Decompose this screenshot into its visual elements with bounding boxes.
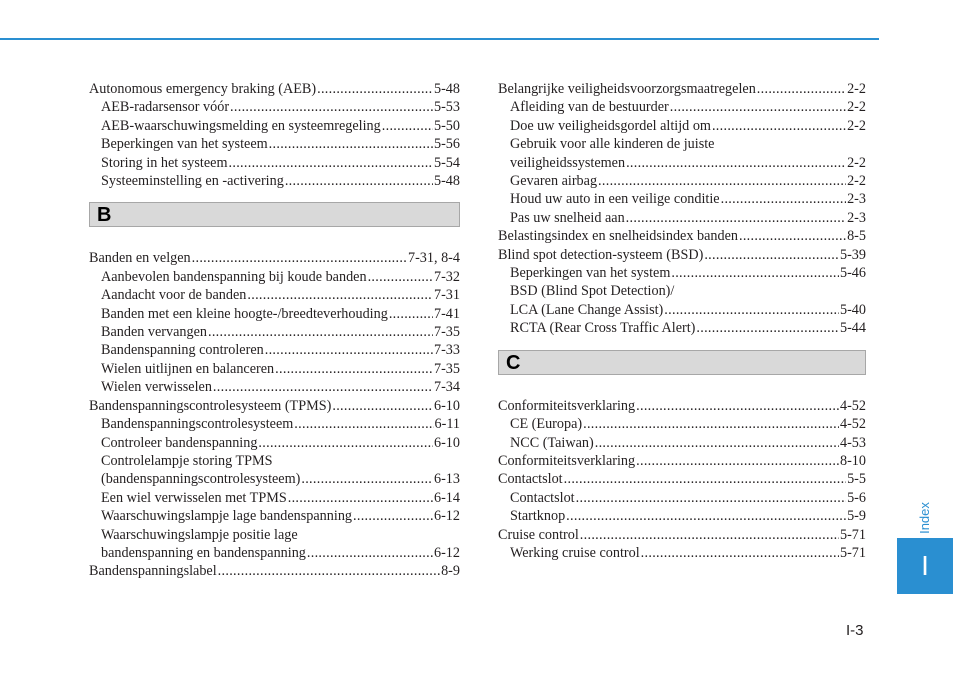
entry-label: Wielen uitlijnen en balanceren	[101, 360, 275, 377]
index-entry[interactable]	[89, 397, 460, 415]
dot-leader	[301, 470, 433, 488]
entry-page-reference: 6-12	[433, 544, 460, 561]
entry-page-reference: 7-31	[433, 287, 460, 304]
dot-leader	[564, 470, 846, 488]
index-subentry[interactable]	[89, 544, 460, 562]
entry-page-reference: 8-5	[847, 228, 866, 245]
entry-page-reference: 2-2	[847, 81, 866, 97]
entry-label: Bandenspanningscontrolesysteem	[101, 416, 294, 433]
entry-label: Banden en velgen	[89, 250, 191, 267]
dot-leader	[294, 415, 433, 433]
dot-leader	[389, 305, 433, 323]
dot-leader	[288, 489, 433, 507]
index-subentry[interactable]	[498, 434, 866, 452]
index-subentry[interactable]	[498, 154, 866, 172]
entry-page-reference: 6-14	[433, 489, 460, 506]
dot-leader	[704, 246, 839, 264]
entry-page-reference: 5-54	[433, 154, 460, 171]
dot-leader	[583, 415, 839, 433]
entry-label: NCC (Taiwan)	[510, 434, 594, 451]
index-subentry[interactable]	[498, 190, 866, 208]
dot-leader	[626, 154, 846, 172]
index-subentry[interactable]	[89, 323, 460, 341]
dot-leader	[636, 397, 839, 415]
entry-label: Aanbevolen bandenspanning bij koude banden	[101, 268, 367, 285]
entry-label: Werking cruise control	[510, 544, 640, 561]
dot-leader	[576, 489, 846, 507]
index-entry[interactable]	[89, 249, 460, 267]
dot-leader	[757, 80, 846, 98]
entry-label: Bandenspanning controleren	[101, 342, 264, 359]
entry-page-reference: 5-71	[839, 544, 866, 561]
dot-leader	[258, 434, 433, 452]
dot-leader	[368, 268, 433, 286]
entry-page-reference: 7-35	[433, 360, 460, 377]
dot-leader	[265, 341, 433, 359]
entry-page-reference: 7-41	[433, 305, 460, 322]
dot-leader	[229, 154, 433, 172]
section-letter: B	[97, 204, 112, 227]
dot-leader	[580, 526, 839, 544]
dot-leader	[269, 135, 433, 153]
entry-page-reference: 5-56	[433, 136, 460, 153]
index-column-left	[89, 80, 460, 581]
entry-label: Bandenspanningslabel	[89, 563, 217, 580]
entry-page-reference: 7-33	[433, 342, 460, 359]
entry-page-reference: 4-52	[839, 416, 866, 433]
index-entry[interactable]	[498, 80, 866, 98]
dot-leader	[721, 190, 846, 208]
entry-label: Cruise control	[498, 526, 579, 543]
dot-leader	[247, 286, 433, 304]
entry-label: Contactslot	[498, 471, 563, 488]
index-subentry[interactable]	[498, 301, 866, 319]
index-subentry[interactable]	[89, 507, 460, 525]
entry-page-reference: 5-6	[847, 489, 866, 506]
index-subentry[interactable]	[498, 98, 866, 116]
entry-label: RCTA (Rear Cross Traffic Alert)	[510, 320, 696, 337]
dot-leader	[192, 249, 407, 267]
entry-label: AEB-waarschuwingsmelding en systeemregeling	[101, 117, 381, 134]
entry-page-reference: 4-53	[839, 434, 866, 451]
index-subentry[interactable]	[498, 209, 866, 227]
entry-page-reference: 4-52	[839, 397, 866, 414]
entry-page-reference: 5-46	[839, 265, 866, 282]
entry-page-reference: 8-9	[441, 563, 460, 580]
entry-page-reference: 5-48	[433, 81, 460, 97]
entry-page-reference: 2-3	[847, 191, 866, 208]
entry-label: Controleer bandenspanning	[101, 434, 258, 451]
dot-leader	[213, 378, 433, 396]
entry-label: AEB-radarsensor vóór	[101, 99, 230, 116]
dot-leader	[641, 544, 839, 562]
entry-label: Belangrijke veiligheidsvoorzorgsmaatregelen	[498, 81, 756, 97]
entry-label: Wielen verwisselen	[101, 379, 212, 396]
entry-page-reference: 7-34	[433, 379, 460, 396]
entry-label: bandenspanning en bandenspanning	[101, 544, 306, 561]
entry-page-reference: 5-40	[839, 301, 866, 318]
entry-label: Aandacht voor de banden	[101, 287, 247, 304]
index-subentry[interactable]	[89, 470, 460, 488]
dot-leader	[353, 507, 433, 525]
index-column-right	[498, 80, 866, 562]
index-subentry[interactable]	[89, 135, 460, 153]
entry-page-reference: 5-5	[847, 471, 866, 488]
entry-page-reference: 5-71	[839, 526, 866, 543]
index-entry-line: Gebruik voor alle kinderen de juiste	[510, 136, 715, 153]
dot-leader	[712, 117, 846, 135]
entry-label: Contactslot	[510, 489, 575, 506]
index-entry[interactable]	[498, 526, 866, 544]
dot-leader	[626, 209, 846, 227]
index-subentry[interactable]	[89, 117, 460, 135]
entry-page-reference: 5-44	[839, 320, 866, 337]
entry-label: Conformiteitsverklaring	[498, 452, 636, 469]
index-subentry[interactable]	[498, 117, 866, 135]
entry-page-reference: 2-2	[847, 173, 866, 190]
entry-page-reference: 7-31, 8-4	[407, 250, 460, 267]
entry-label: LCA (Lane Change Assist)	[510, 301, 664, 318]
entry-page-reference: 5-39	[839, 246, 866, 263]
index-subentry[interactable]	[89, 415, 460, 433]
index-tab-label: Index	[916, 502, 932, 534]
index-subentry[interactable]	[498, 264, 866, 282]
dot-leader	[218, 562, 440, 580]
index-subentry[interactable]	[498, 415, 866, 433]
dot-leader	[670, 98, 846, 116]
entry-label: Banden vervangen	[101, 324, 207, 341]
entry-page-reference: 2-2	[847, 154, 866, 171]
dot-leader	[696, 319, 839, 337]
index-entry[interactable]	[498, 227, 866, 245]
entry-page-reference: 6-13	[433, 471, 460, 488]
dot-leader	[636, 452, 839, 470]
entry-label: veiligheidssystemen	[510, 154, 626, 171]
index-subentry[interactable]	[498, 319, 866, 337]
entry-label: Gevaren airbag	[510, 173, 598, 190]
entry-page-reference: 7-32	[433, 268, 460, 285]
dot-leader	[275, 360, 433, 378]
entry-label: Storing in het systeem	[101, 154, 228, 171]
section-letter: C	[506, 351, 521, 374]
entry-page-reference: 6-12	[433, 508, 460, 525]
index-subentry[interactable]	[498, 172, 866, 190]
index-subentry[interactable]	[89, 341, 460, 359]
dot-leader	[230, 98, 433, 116]
entry-label: Conformiteitsverklaring	[498, 397, 636, 414]
dot-leader	[671, 264, 839, 282]
entry-page-reference: 2-2	[847, 99, 866, 116]
dot-leader	[317, 80, 433, 98]
entry-page-reference: 8-10	[839, 452, 866, 469]
entry-page-reference: 2-2	[847, 117, 866, 134]
dot-leader	[307, 544, 433, 562]
entry-page-reference: 7-35	[433, 324, 460, 341]
entry-label: Afleiding van de bestuurder	[510, 99, 669, 116]
index-tab-letter[interactable]: I	[897, 538, 953, 594]
dot-leader	[598, 172, 846, 190]
dot-leader	[208, 323, 433, 341]
entry-page-reference: 5-48	[433, 173, 460, 190]
index-subentry[interactable]	[498, 544, 866, 562]
index-entry[interactable]	[498, 470, 866, 488]
entry-label: Banden met een kleine hoogte-/breedteverhouding	[101, 305, 388, 322]
entry-label: Beperkingen van het system	[510, 265, 671, 282]
entry-page-reference: 6-10	[433, 434, 460, 451]
index-subentry[interactable]	[89, 98, 460, 116]
dot-leader	[285, 172, 433, 190]
entry-page-reference: 5-50	[433, 117, 460, 134]
dot-leader	[332, 397, 433, 415]
entry-label: Autonomous emergency braking (AEB)	[89, 81, 317, 97]
index-entry[interactable]	[498, 397, 866, 415]
index-entry[interactable]	[498, 452, 866, 470]
index-subentry[interactable]	[89, 378, 460, 396]
index-entry-line: BSD (Blind Spot Detection)/	[510, 283, 675, 300]
dot-leader	[566, 507, 846, 525]
dot-leader	[382, 117, 433, 135]
entry-label: Startknop	[510, 508, 566, 525]
index-subentry[interactable]	[89, 286, 460, 304]
entry-page-reference: 5-53	[433, 99, 460, 116]
dot-leader	[595, 434, 839, 452]
section-letter-bar	[89, 202, 460, 227]
index-entry[interactable]	[498, 246, 866, 264]
entry-label: Bandenspanningscontrolesysteem (TPMS)	[89, 397, 332, 414]
page-number: I-3	[846, 622, 864, 639]
entry-page-reference: 6-11	[434, 416, 460, 433]
index-subentry[interactable]	[89, 154, 460, 172]
index-subentry[interactable]	[89, 434, 460, 452]
section-letter-bar	[498, 350, 866, 375]
entry-label: Pas uw snelheid aan	[510, 209, 625, 226]
index-subentry[interactable]	[498, 507, 866, 525]
entry-label: Beperkingen van het systeem	[101, 136, 268, 153]
index-entry[interactable]	[89, 562, 460, 580]
index-subentry[interactable]	[89, 360, 460, 378]
entry-label: Blind spot detection-systeem (BSD)	[498, 246, 704, 263]
dot-leader	[739, 227, 846, 245]
index-subentry[interactable]	[89, 268, 460, 286]
index-subentry[interactable]	[498, 489, 866, 507]
entry-page-reference: 5-9	[847, 508, 866, 525]
entry-label: Waarschuwingslampje lage bandenspanning	[101, 508, 353, 525]
entry-label: Belastingsindex en snelheidsindex banden	[498, 228, 738, 245]
index-entry[interactable]	[89, 80, 460, 98]
index-subentry[interactable]	[89, 489, 460, 507]
entry-label: Doe uw veiligheidsgordel altijd om	[510, 117, 711, 134]
dot-leader	[664, 301, 839, 319]
entry-label: Systeeminstelling en -activering	[101, 173, 284, 190]
index-subentry[interactable]	[89, 172, 460, 190]
index-entry-line: Controlelampje storing TPMS	[101, 452, 273, 469]
entry-page-reference: 6-10	[433, 397, 460, 414]
entry-label: Een wiel verwisselen met TPMS	[101, 489, 287, 506]
index-subentry[interactable]	[89, 305, 460, 323]
header-rule	[0, 38, 879, 40]
index-entry-line: Waarschuwingslampje positie lage	[101, 526, 298, 543]
entry-label: CE (Europa)	[510, 416, 583, 433]
entry-label: (bandenspanningscontrolesysteem)	[101, 471, 301, 488]
entry-label: Houd uw auto in een veilige conditie	[510, 191, 720, 208]
entry-page-reference: 2-3	[847, 209, 866, 226]
